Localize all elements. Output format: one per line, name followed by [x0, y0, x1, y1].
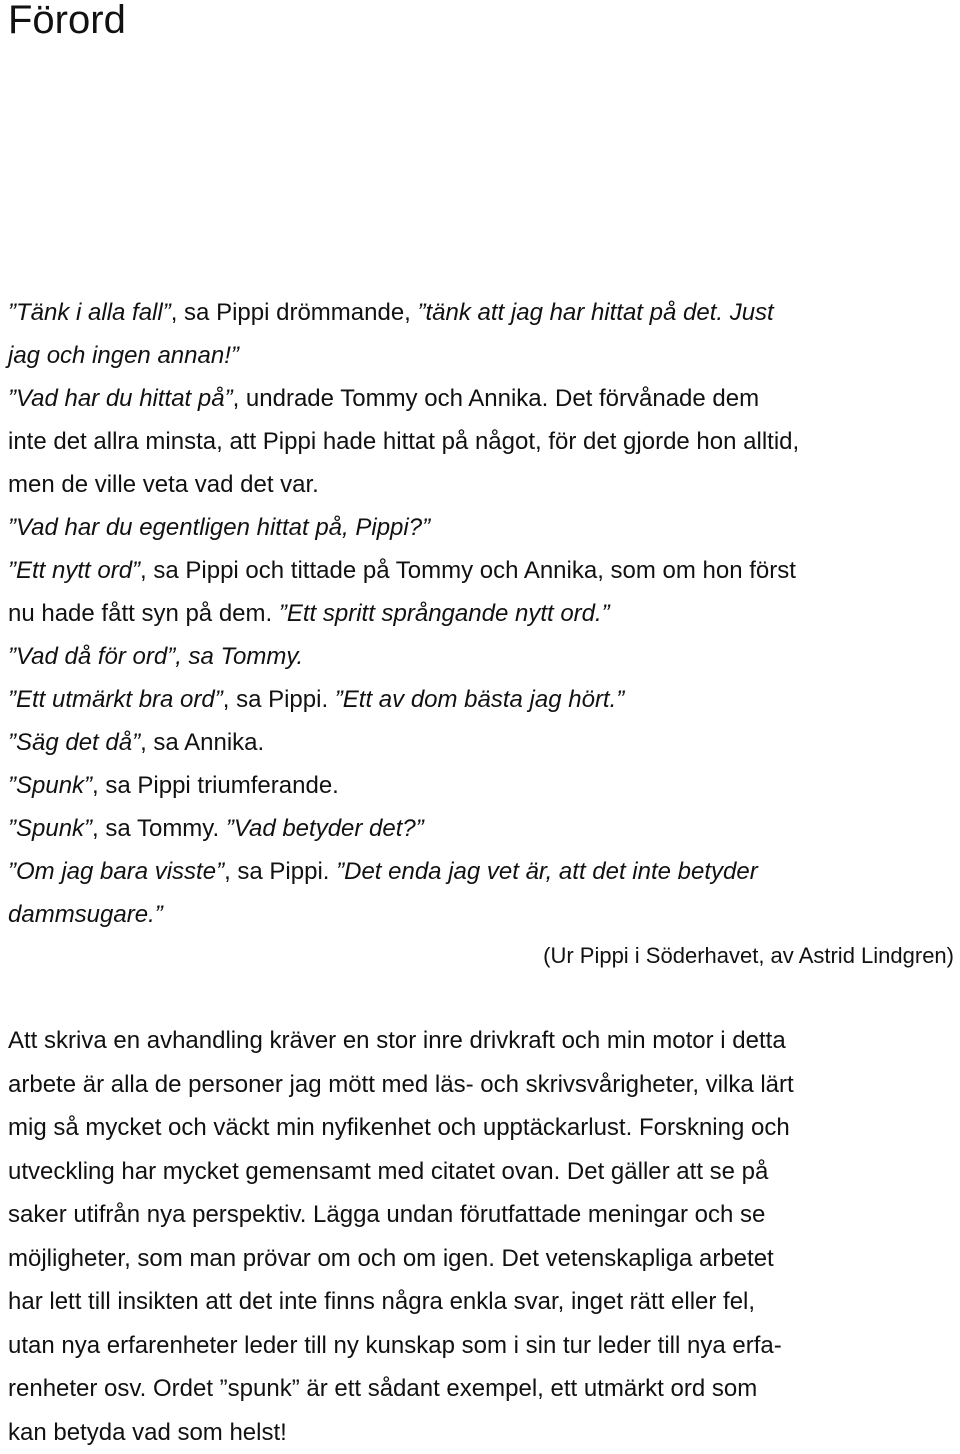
quote-segment: ”Ett nytt ord” — [8, 557, 140, 584]
quote-segment: dammsugare.” — [8, 901, 163, 928]
quote-line — [8, 291, 953, 334]
paragraph-line: saker utifrån nya perspektiv. Lägga undan förutfattade meningar och se — [8, 1193, 953, 1237]
quote-line — [8, 850, 953, 893]
quote-line — [8, 893, 953, 936]
quote-segment: jag och ingen annan!” — [8, 342, 239, 369]
quote-segment: ”tänk att jag har hittat på det. Just — [418, 299, 774, 326]
quote-line — [8, 764, 953, 807]
quote-line — [8, 549, 953, 592]
quote-segment: , sa Pippi triumferande. — [92, 772, 339, 799]
quote-segment: ”Säg det då” — [8, 729, 140, 756]
quote-attribution: (Ur Pippi i Söderhavet, av Astrid Lindgren) — [543, 934, 954, 977]
quote-segment: ”Vad då för ord”, sa Tommy. — [8, 643, 303, 670]
quote-segment: ”Spunk” — [8, 815, 92, 842]
quote-segment: men de ville veta vad det var. — [8, 471, 319, 498]
paragraph-line: möjligheter, som man prövar om och om igen. Det vetenskapliga arbetet — [8, 1237, 953, 1281]
quote-line — [8, 721, 953, 764]
foreword-paragraph — [8, 1019, 953, 1454]
quote-segment: ”Vad har du hittat på” — [8, 385, 233, 412]
quote-line — [8, 506, 953, 549]
quote-segment: , sa Pippi och tittade på Tommy och Annika, som om hon först — [140, 557, 796, 584]
quote-segment: , sa Annika. — [140, 729, 264, 756]
quote-segment: ”Vad har du egentligen hittat på, Pippi?” — [8, 514, 430, 541]
quote-segment: ”Om jag bara visste” — [8, 858, 224, 885]
quote-segment: , sa Pippi drömmande, — [171, 299, 418, 326]
quote-segment: ”Ett spritt språngande nytt ord.” — [279, 600, 610, 627]
paragraph-line: renheter osv. Ordet ”spunk” är ett sådant exempel, ett utmärkt ord som — [8, 1367, 953, 1411]
quote-line — [8, 678, 953, 721]
quote-segment: ”Vad betyder det?” — [226, 815, 424, 842]
quote-line — [8, 592, 953, 635]
quote-segment: ”Ett utmärkt bra ord” — [8, 686, 223, 713]
quote-line — [8, 635, 953, 678]
quote-segment: inte det allra minsta, att Pippi hade hittat på något, för det gjorde hon alltid, — [8, 428, 799, 455]
pippi-quote — [8, 291, 953, 936]
paragraph-line: mig så mycket och väckt min nyfikenhet och upptäckarlust. Forskning och — [8, 1106, 953, 1150]
quote-segment: ”Ett av dom bästa jag hört.” — [335, 686, 624, 713]
quote-segment: , undrade Tommy och Annika. Det förvånade dem — [233, 385, 760, 412]
quote-line — [8, 334, 953, 377]
quote-segment: , sa Tommy. — [92, 815, 226, 842]
quote-line — [8, 420, 953, 463]
quote-line — [8, 463, 953, 506]
paragraph-line: utan nya erfarenheter leder till ny kunskap som i sin tur leder till nya erfa- — [8, 1324, 953, 1368]
quote-segment: , sa Pippi. — [223, 686, 335, 713]
quote-segment: nu hade fått syn på dem. — [8, 600, 279, 627]
paragraph-line: kan betyda vad som helst! — [8, 1411, 953, 1454]
paragraph-line: har lett till insikten att det inte finns några enkla svar, inget rätt eller fel, — [8, 1280, 953, 1324]
paragraph-line: Att skriva en avhandling kräver en stor inre drivkraft och min motor i detta — [8, 1019, 953, 1063]
quote-line — [8, 377, 953, 420]
paragraph-line: utveckling har mycket gemensamt med citatet ovan. Det gäller att se på — [8, 1150, 953, 1194]
quote-segment: ”Spunk” — [8, 772, 92, 799]
paragraph-line: arbete är alla de personer jag mött med läs- och skrivsvårigheter, vilka lärt — [8, 1063, 953, 1107]
quote-line — [8, 807, 953, 850]
quote-segment: ”Tänk i alla fall” — [8, 299, 171, 326]
quote-segment: ”Det enda jag vet är, att det inte betyder — [336, 858, 758, 885]
quote-segment: , sa Pippi. — [224, 858, 336, 885]
page-title: Förord — [8, 0, 126, 44]
